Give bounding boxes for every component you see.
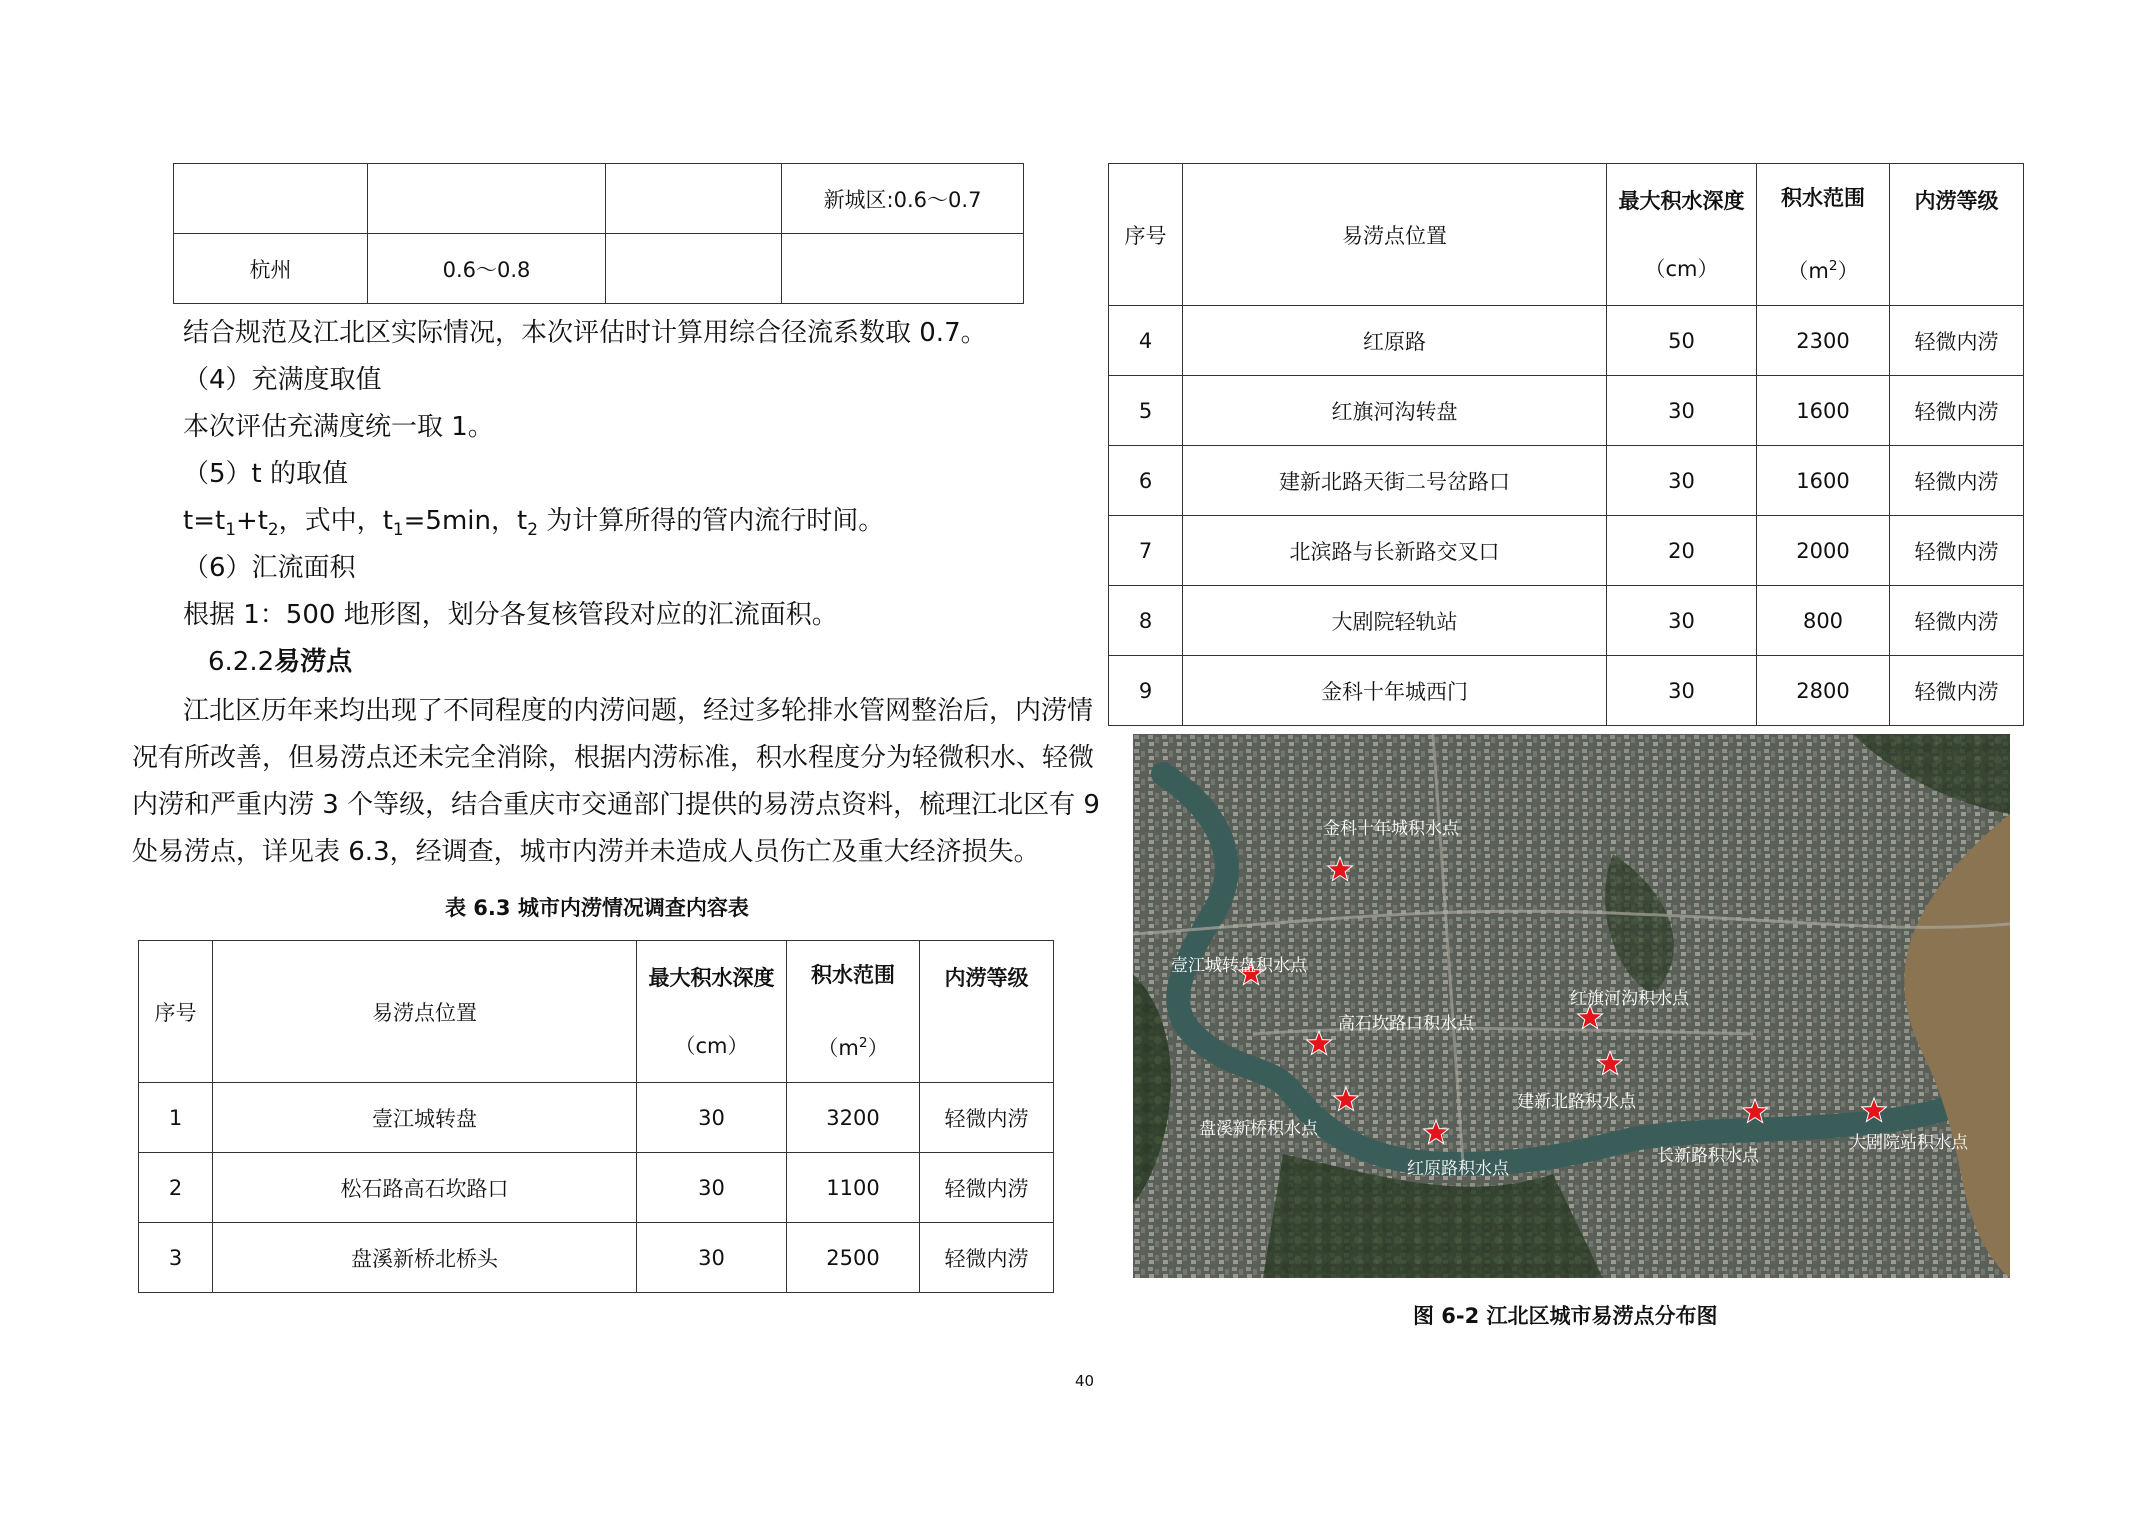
- table-row: [174, 234, 1024, 304]
- body-line: 况有所改善，但易涝点还未完全消除，根据内涝标准，积水程度分为轻微积水、轻微: [132, 743, 1095, 773]
- col-header-location: 易涝点位置: [1183, 164, 1607, 306]
- cell-level: 轻微内涝: [1890, 446, 2024, 516]
- table-row: [1109, 306, 2024, 376]
- map-label: 盘溪新桥积水点: [1199, 1119, 1318, 1139]
- table-cell: [368, 164, 606, 234]
- heading-t-value: （5）t 的取值: [183, 459, 349, 489]
- cell-location: 北滨路与长新路交叉口: [1183, 516, 1607, 586]
- col-header-area: 积水范围 $(m^2)$: [1757, 164, 1890, 306]
- paragraph-runoff: 结合规范及江北区实际情况，本次评估时计算用综合径流系数取 0.7。: [183, 318, 987, 348]
- map-label: 大剧院站积水点: [1849, 1133, 1968, 1153]
- body-line: 内涝和严重内涝 3 个等级，结合重庆市交通部门提供的易涝点资料，梳理江北区有 9: [132, 790, 1100, 820]
- table-row: [1109, 586, 2024, 656]
- cell-num: 7: [1109, 516, 1183, 586]
- cell-area: 1100: [787, 1153, 920, 1223]
- heading-fill-ratio: （4）充满度取值: [183, 365, 382, 395]
- cell-level: 轻微内涝: [1890, 376, 2024, 446]
- map-label: 高石坎路口积水点: [1338, 1014, 1474, 1034]
- table-row: [174, 164, 1024, 234]
- table-row: [1109, 446, 2024, 516]
- table-row: [139, 1223, 1054, 1293]
- cell-num: 8: [1109, 586, 1183, 656]
- cell-level: 轻微内涝: [920, 1083, 1054, 1153]
- page-number: 40: [1075, 1372, 1095, 1390]
- map-label: 红原路积水点: [1407, 1159, 1509, 1179]
- cell-level: 轻微内涝: [1890, 306, 2024, 376]
- map-label: 长新路积水点: [1657, 1146, 1759, 1166]
- section-heading: 6.2.2易涝点: [208, 647, 353, 677]
- table-cell: [606, 164, 782, 234]
- cell-area: 3200: [787, 1083, 920, 1153]
- cell-location: 大剧院轻轨站: [1183, 586, 1607, 656]
- map-label: 壹江城转盘积水点: [1171, 956, 1307, 976]
- table-cell: [606, 234, 782, 304]
- cell-area: 2500: [787, 1223, 920, 1293]
- cell-area: 1600: [1757, 446, 1890, 516]
- cell-depth: 30: [637, 1083, 787, 1153]
- cell-num: 3: [139, 1223, 213, 1293]
- cell-location: 红原路: [1183, 306, 1607, 376]
- table-cell: 新城区:0.6～0.7: [782, 164, 1024, 234]
- cell-num: 1: [139, 1083, 213, 1153]
- col-header-area: 积水范围 $(m^2)$: [787, 941, 920, 1083]
- cell-num: 9: [1109, 656, 1183, 726]
- figure-caption: 图 6-2 江北区城市易涝点分布图: [1413, 1304, 1718, 1328]
- flood-table-right: [1108, 163, 2024, 726]
- cell-area: 2000: [1757, 516, 1890, 586]
- cell-depth: 30: [1607, 376, 1757, 446]
- cell-depth: 50: [1607, 306, 1757, 376]
- cell-location: 盘溪新桥北桥头: [213, 1223, 637, 1293]
- cell-location: 壹江城转盘: [213, 1083, 637, 1153]
- cell-area: 800: [1757, 586, 1890, 656]
- paragraph-catchment: 根据 1：500 地形图，划分各复核管段对应的汇流面积。: [183, 600, 838, 630]
- cell-area: 2300: [1757, 306, 1890, 376]
- col-header-depth: 最大积水深度 （cm）: [1607, 164, 1757, 306]
- cell-location: 金科十年城西门: [1183, 656, 1607, 726]
- map-label: 金科十年城积水点: [1323, 819, 1459, 839]
- col-header-num: 序号: [1109, 164, 1183, 306]
- table-row: [1109, 376, 2024, 446]
- col-header-num: 序号: [139, 941, 213, 1083]
- cell-location: 红旗河沟转盘: [1183, 376, 1607, 446]
- cell-depth: 30: [1607, 586, 1757, 656]
- cell-level: 轻微内涝: [1890, 656, 2024, 726]
- cell-level: 轻微内涝: [920, 1223, 1054, 1293]
- table-cell: 杭州: [174, 234, 368, 304]
- paragraph-t-formula: $t=t_1+t_2$，式中，$t_1=5\min$，$t_2$ 为计算所得的管内流行时间。: [183, 506, 885, 540]
- cell-level: 轻微内涝: [1890, 586, 2024, 656]
- map-label: 红旗河沟积水点: [1570, 989, 1689, 1009]
- flood-table-left: [138, 940, 1054, 1293]
- col-header-location: 易涝点位置: [213, 941, 637, 1083]
- table-row: [1109, 516, 2024, 586]
- cell-location: 建新北路天街二号岔路口: [1183, 446, 1607, 516]
- paragraph-fill-ratio: 本次评估充满度统一取 1。: [183, 412, 494, 442]
- continuation-table: [173, 163, 1024, 304]
- cell-location: 松石路高石坎路口: [213, 1153, 637, 1223]
- cell-num: 5: [1109, 376, 1183, 446]
- cell-depth: 30: [637, 1223, 787, 1293]
- table-row: [139, 1153, 1054, 1223]
- col-header-level: 内涝等级: [1890, 164, 2024, 306]
- map-label: 建新北路积水点: [1517, 1092, 1636, 1112]
- cell-area: 1600: [1757, 376, 1890, 446]
- cell-num: 6: [1109, 446, 1183, 516]
- col-header-level: 内涝等级: [920, 941, 1054, 1083]
- cell-num: 4: [1109, 306, 1183, 376]
- cell-area: 2800: [1757, 656, 1890, 726]
- body-line: 处易涝点，详见表 6.3，经调查，城市内涝并未造成人员伤亡及重大经济损失。: [132, 837, 1040, 867]
- table-row: [1109, 656, 2024, 726]
- cell-depth: 20: [1607, 516, 1757, 586]
- table-row: [139, 1083, 1054, 1153]
- cell-num: 2: [139, 1153, 213, 1223]
- body-line: 江北区历年来均出现了不同程度的内涝问题，经过多轮排水管网整治后，内涝情: [183, 696, 1094, 726]
- cell-depth: 30: [1607, 446, 1757, 516]
- cell-depth: 30: [637, 1153, 787, 1223]
- table-header-row: [1109, 164, 2024, 306]
- cell-level: 轻微内涝: [1890, 516, 2024, 586]
- col-header-depth: 最大积水深度 （cm）: [637, 941, 787, 1083]
- table-cell: [782, 234, 1024, 304]
- table-cell: [174, 164, 368, 234]
- table-caption: 表 6.3 城市内涝情况调查内容表: [445, 896, 749, 920]
- cell-level: 轻微内涝: [920, 1153, 1054, 1223]
- heading-catchment: （6）汇流面积: [183, 553, 356, 583]
- cell-depth: 30: [1607, 656, 1757, 726]
- table-header-row: [139, 941, 1054, 1083]
- table-cell: 0.6～0.8: [368, 234, 606, 304]
- flood-point-map: [1133, 734, 2010, 1278]
